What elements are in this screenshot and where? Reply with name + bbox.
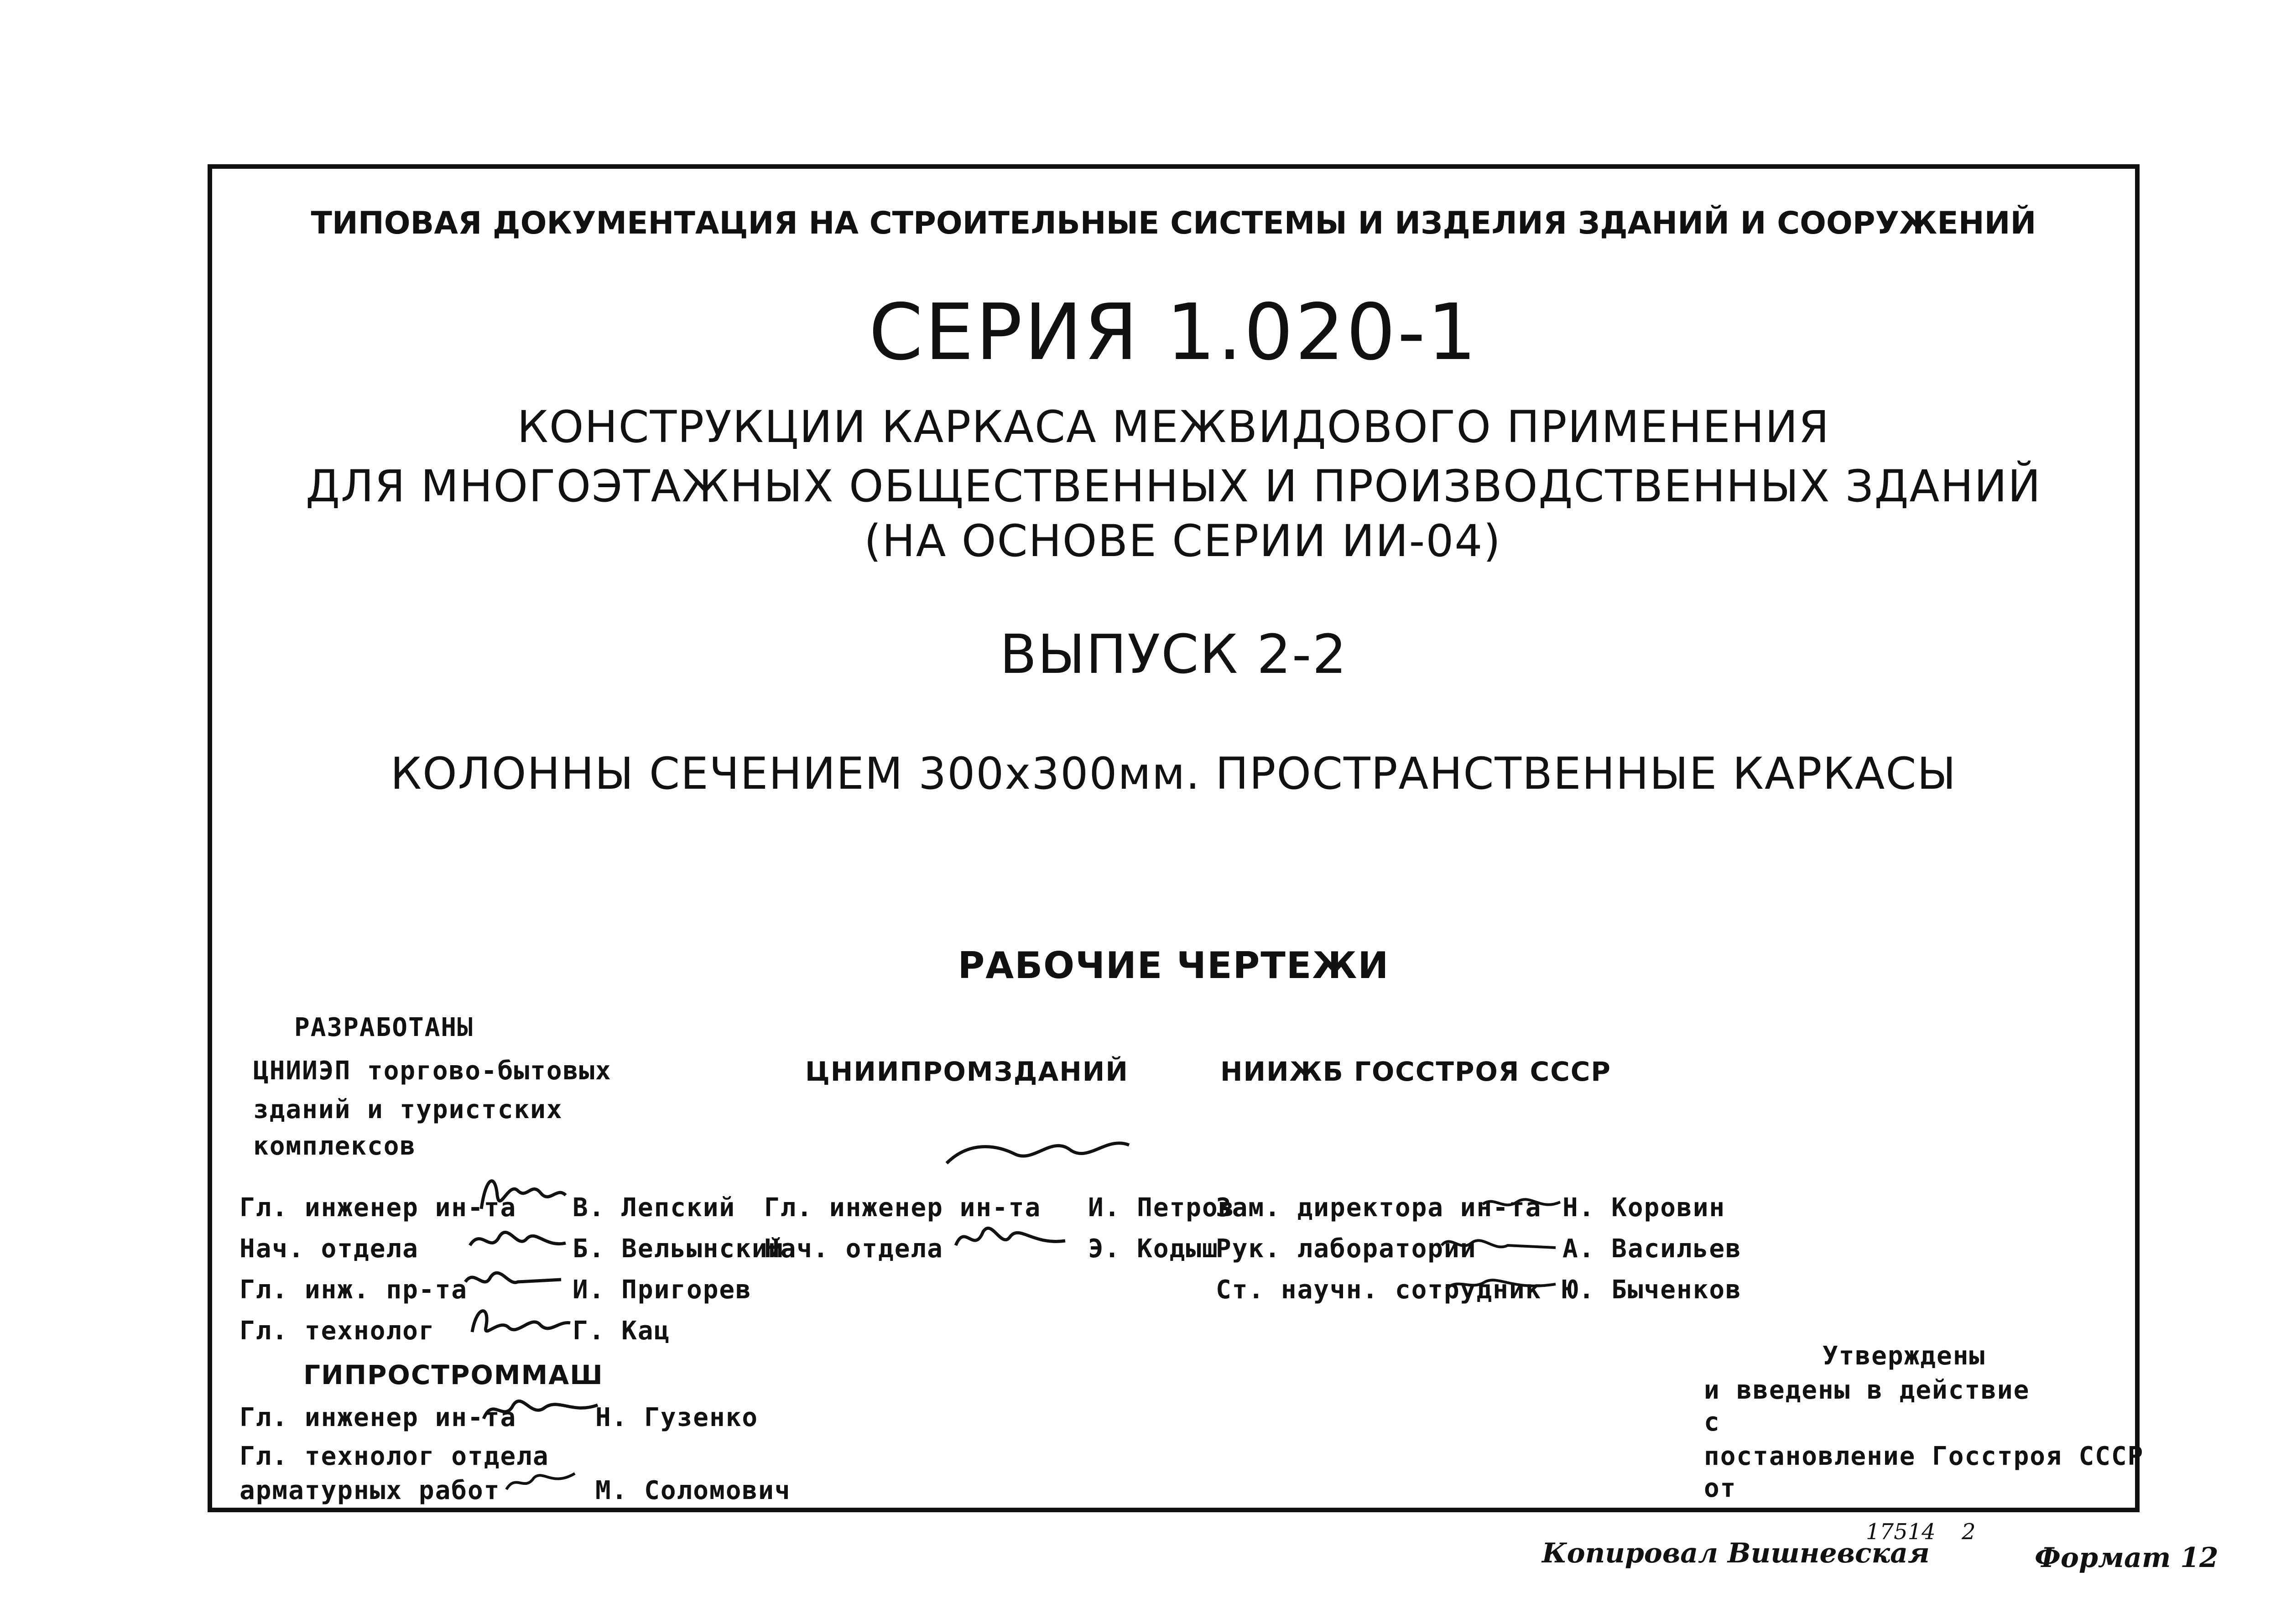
col4-role-3: арматурных работ xyxy=(240,1476,500,1505)
top-line: ТИПОВАЯ ДОКУМЕНТАЦИЯ НА СТРОИТЕЛЬНЫЕ СИСТЕМЫ И ИЗДЕЛИЯ ЗДАНИЙ И СООРУЖЕНИЙ xyxy=(311,205,2036,241)
col4-role-2: Гл. технолог отдела xyxy=(240,1442,549,1471)
approval-line-2: и введены в действие xyxy=(1704,1375,2030,1405)
approval-line-5: от xyxy=(1704,1473,1737,1503)
developed-label: РАЗРАБОТАНЫ xyxy=(294,1013,474,1042)
col3-name-2: А. Васильев xyxy=(1562,1234,1742,1264)
col3-role-2: Рук. лаборатории xyxy=(1216,1234,1477,1264)
signature-petrov xyxy=(942,1127,1134,1182)
series-title: СЕРИЯ 1.020-1 xyxy=(869,287,1479,378)
col4-name-3: М. Соломович xyxy=(595,1476,791,1505)
col2-name-2: Э. Кодыш xyxy=(1088,1234,1219,1264)
col1-name-1: В. Лепский xyxy=(573,1193,736,1223)
footer-format: Формат 12 xyxy=(2035,1542,2219,1574)
col2-name-1: И. Петров xyxy=(1088,1193,1235,1223)
doc-type: РАБОЧИЕ ЧЕРТЕЖИ xyxy=(958,944,1390,987)
col1-role-3: Гл. инж. пр-та xyxy=(240,1275,468,1305)
signature-bychenkov xyxy=(1444,1268,1558,1300)
org1-line2: зданий и туристских xyxy=(253,1095,563,1124)
col4-name-1: Н. Гузенко xyxy=(595,1403,759,1432)
subject-title: КОЛОННЫ СЕЧЕНИЕМ 300x300мм. ПРОСТРАНСТВЕННЫЕ КАРКАСЫ xyxy=(390,748,1957,799)
footer-copied: Копировал Вишневская xyxy=(1542,1537,1930,1569)
col1-role-2: Нач. отдела xyxy=(240,1234,419,1264)
signature-belynsky xyxy=(468,1218,568,1259)
signature-solomovich xyxy=(504,1464,577,1496)
org2: ЦНИИПРОМЗДАНИЙ xyxy=(805,1056,1129,1087)
col2-role-1: Гл. инженер ин-та xyxy=(764,1193,1042,1223)
signature-kats xyxy=(468,1300,573,1341)
col1-name-3: И. Пригорев xyxy=(573,1275,752,1305)
title-line-2: ДЛЯ МНОГОЭТАЖНЫХ ОБЩЕСТВЕННЫХ И ПРОИЗВОДСТВЕННЫХ ЗДАНИЙ xyxy=(306,461,2041,512)
signature-guzenko xyxy=(481,1387,600,1428)
org1-line3: комплексов xyxy=(253,1131,417,1161)
org3: НИИЖБ ГОССТРОЯ СССР xyxy=(1220,1056,1611,1087)
col3-name-3: Ю. Быченков xyxy=(1562,1275,1742,1305)
title-line-3: (НА ОСНОВЕ СЕРИИ ИИ-04) xyxy=(864,515,1501,567)
signature-vasiliev xyxy=(1439,1227,1558,1259)
footer-sheet: 2 xyxy=(1962,1519,1976,1545)
approval-line-4: постановление Госстроя СССР xyxy=(1704,1442,2144,1471)
col1-role-1: Гл. инженер ин-та xyxy=(240,1193,517,1223)
approval-line-1: Утверждены xyxy=(1823,1341,1986,1371)
signature-kodysh xyxy=(951,1213,1070,1259)
col4-role-1: Гл. инженер ин-та xyxy=(240,1403,517,1432)
org1-line1: ЦНИИЭП торгово-бытовых xyxy=(253,1056,612,1086)
org4: ГИПРОСТРОММАШ xyxy=(303,1359,604,1390)
col3-role-3: Ст. научн. сотрудник xyxy=(1216,1275,1542,1305)
col1-name-4: Г. Кац xyxy=(573,1316,671,1346)
title-line-1: КОНСТРУКЦИИ КАРКАСА МЕЖВИДОВОГО ПРИМЕНЕНИЯ xyxy=(517,401,1830,453)
col1-role-4: Гл. технолог xyxy=(240,1316,435,1346)
issue-title: ВЫПУСК 2-2 xyxy=(1000,623,1348,686)
signature-korovin xyxy=(1480,1186,1562,1218)
signature-lepsky xyxy=(477,1168,568,1218)
title-block-frame xyxy=(208,164,2144,1512)
footer-number: 17514 xyxy=(1866,1519,1936,1545)
col1-name-2: Б. Вельынский xyxy=(573,1234,785,1264)
signature-prigorev xyxy=(463,1259,563,1300)
col3-name-1: Н. Коровин xyxy=(1562,1193,1726,1223)
col3-role-1: Зам. директора ин-та xyxy=(1216,1193,1542,1223)
approval-line-3: с xyxy=(1704,1407,1720,1437)
col2-role-2: Нач. отдела xyxy=(764,1234,943,1264)
